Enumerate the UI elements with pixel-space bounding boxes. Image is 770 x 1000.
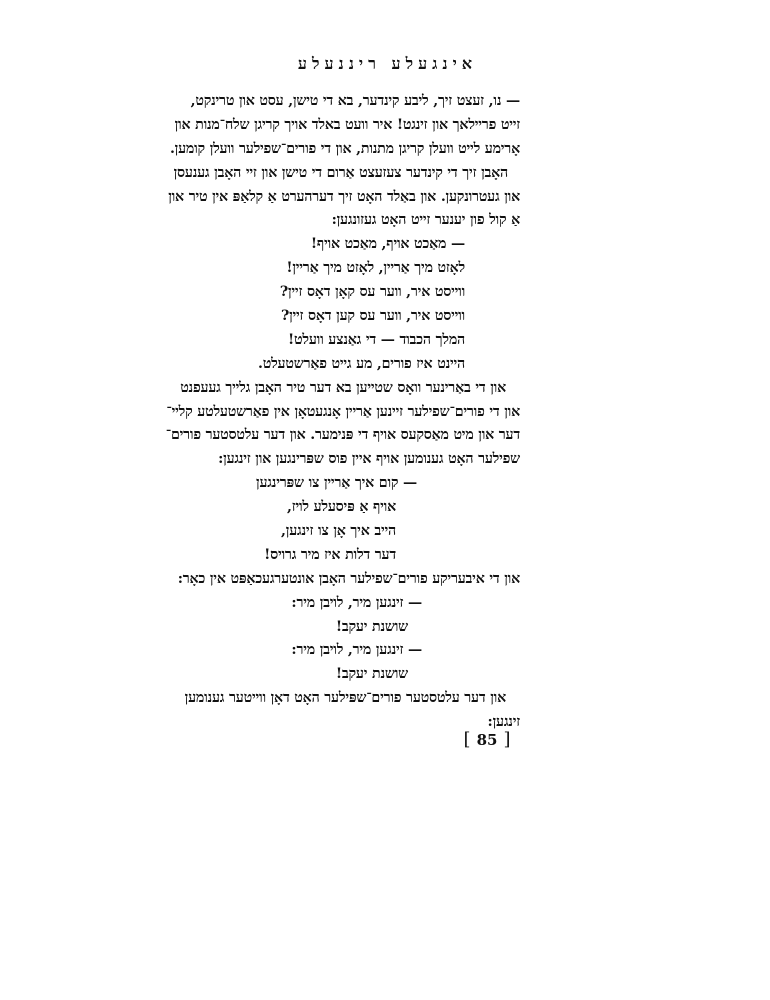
- verse-line: לאָזט מיך אַריין, לאָזט מיך אַריין!: [286, 260, 465, 277]
- verse-line: הייב איך אָן צו זינגען,: [281, 523, 396, 540]
- text-line: און די באַרינער וואָס שטייען בא דער טיר האָבן גלייך געעפנט: [180, 379, 506, 396]
- verse-line: — זינגען מיר, לויבן מיר:: [291, 594, 422, 611]
- verse-line: דער דלות איז מיר גרויס!: [264, 546, 396, 563]
- text-line: — נו, זעצט זיך, ליבע קינדער, בא די טישן, עסט און טרינקט,: [190, 93, 520, 109]
- verse-line: — קום איך אַריין צו שפּרינגען: [256, 475, 417, 492]
- verse-line: — זינגען מיר, לויבן מיר:: [291, 642, 422, 659]
- text-line: און געטרונקען. און באַלד האָט זיך דערהערט אַ קלאַפּ אין טיר און: [168, 188, 520, 205]
- text-line: און די איבעריקע פורים־שפילער האָבן אונטערגעכאַפּט אין כאָר:: [177, 570, 520, 587]
- verse-line: — מאַכט אויף, מאַכט אויף!: [310, 236, 465, 253]
- verse-line: שושנת יעקב!: [335, 618, 408, 635]
- verse-line: ווייסט איר, ווער עס קען דאָס זיין?: [280, 308, 465, 325]
- text-line: אָרימע לייט וועלן קריגן מתנות, און די פורים־שפילער וועלן קומען.: [169, 140, 520, 157]
- verse-line: היינט איז פורים, מע גייט פאַרשטעלט.: [257, 355, 465, 372]
- page-number-value: 85: [476, 731, 498, 749]
- text-line: אַ קול פון יענער זייט האָט געזונגען:: [331, 212, 520, 229]
- verse-line: המלך הכבוד — די גאַנצע וועלט!: [288, 331, 465, 348]
- text-line: זינגען:: [487, 714, 520, 731]
- running-head: אינגעלע ריננעלע: [297, 54, 478, 73]
- text-line: און דער עלטסטער פורים־שפּילער האָט דאָן ווייטער גענומען: [184, 690, 506, 707]
- verse-line: ווייסט איר, ווער עס קאָן דאָס זיין?: [279, 284, 465, 301]
- text-line: זייט פריילאך און זינגט! איר וועט באלד אויך קריגן שלח־מנות און: [174, 116, 520, 133]
- page-number: [452, 729, 522, 750]
- body-text: [165, 90, 520, 735]
- text-line: שפילער האָט גענומען אויף איין פוס שפּרינגען און זינגען:: [218, 451, 520, 468]
- verse-line: אויף אַ פּיסעלע לויז,: [286, 499, 396, 516]
- text-line: דער און מיט מאַסקעס אויף די פּנימער. און דער עלטסטער פורים־: [165, 427, 520, 444]
- text-line: און די פורים־שפילער זיינען אַריין אָנגעטאָן אין פאַרשטעלטע קליי־: [166, 403, 520, 420]
- bracket-right: ]: [503, 729, 511, 750]
- verse-line: שושנת יעקב!: [335, 666, 408, 683]
- text-line: האָבן זיך די קינדער צעזעצט אַרום די טישן און זיי האָבן גענעסן: [173, 164, 508, 181]
- bracket-left: [: [463, 729, 471, 750]
